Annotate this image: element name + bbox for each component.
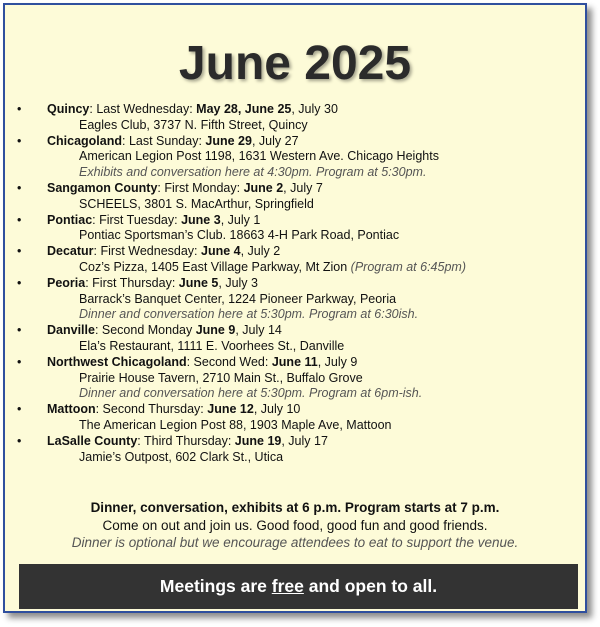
- meeting-venue: SCHEELS, 3801 S. MacArthur, Springfield: [79, 196, 314, 211]
- meeting-other-dates: , July 17: [281, 433, 328, 448]
- bullet-icon: •: [17, 354, 22, 369]
- meeting-venue-line: [17, 418, 577, 434]
- meeting-item: [17, 402, 577, 434]
- footer-info: [5, 499, 585, 552]
- meeting-list: [17, 102, 577, 465]
- meeting-name: Decatur: [47, 244, 94, 259]
- meeting-highlight-dates: June 9: [195, 323, 236, 338]
- bullet-icon: •: [17, 275, 22, 290]
- meeting-name: Northwest Chicagoland: [47, 354, 187, 369]
- meeting-venue-line: [17, 339, 577, 355]
- banner-text-before: Meetings are: [159, 576, 272, 596]
- footer-invite-line: Come on out and join us. Good food, good fun and good friends.: [102, 517, 488, 533]
- meeting-schedule-line: [17, 102, 577, 118]
- meeting-venue: Coz’s Pizza, 1405 East Village Parkway, Mt Zion: [79, 259, 351, 274]
- meeting-venue-line: [17, 228, 577, 244]
- meeting-name: Sangamon County: [47, 180, 158, 195]
- meeting-other-dates: , July 14: [235, 323, 282, 338]
- meeting-note: Exhibits and conversation here at 4:30pm. Program at 5:30pm.: [79, 165, 427, 180]
- bullet-icon: •: [17, 102, 22, 116]
- free-meetings-banner: [19, 564, 578, 609]
- meeting-highlight-dates: June 11: [271, 354, 318, 369]
- banner-emphasis: free: [271, 576, 304, 596]
- footer-dinner-note: Dinner is optional but we encourage attendees to eat to support the venue.: [71, 535, 519, 550]
- meeting-venue-line: [17, 197, 577, 213]
- meeting-venue-line: [17, 118, 577, 134]
- meeting-name: Pontiac: [47, 212, 93, 227]
- meeting-highlight-dates: June 4: [201, 244, 241, 259]
- meeting-item: [17, 323, 577, 355]
- meeting-item: [17, 244, 577, 276]
- meeting-venue: Pontiac Sportsman’s Club. 18663 4-H Park Road, Pontiac: [79, 228, 400, 243]
- meeting-highlight-dates: May 28, June 25: [196, 102, 292, 116]
- meeting-venue: American Legion Post 1198, 1631 Western Ave. Chicago Heights: [79, 149, 439, 164]
- bullet-icon: •: [17, 244, 22, 259]
- meeting-schedule: : First Monday:: [157, 180, 244, 195]
- meeting-schedule-line: [17, 244, 577, 260]
- meeting-other-dates: , July 1: [220, 212, 261, 227]
- meeting-venue: Barrack’s Banquet Center, 1224 Pioneer Parkway, Peoria: [79, 291, 397, 306]
- meeting-schedule: : Third Thursday:: [137, 433, 235, 448]
- meeting-name: Mattoon: [47, 402, 96, 417]
- meeting-other-dates: , July 27: [251, 133, 299, 148]
- meeting-item: [17, 355, 577, 402]
- meeting-item: [17, 276, 577, 323]
- meeting-other-dates: , July 30: [291, 102, 338, 116]
- meeting-schedule: : First Wednesday:: [93, 244, 201, 259]
- meeting-venue: The American Legion Post 88, 1903 Maple Ave, Mattoon: [79, 417, 392, 432]
- meeting-venue-line: [17, 149, 577, 165]
- meeting-venue: Prairie House Tavern, 2710 Main St., Buffalo Grove: [79, 370, 363, 385]
- meeting-schedule-line: [17, 134, 577, 150]
- bullet-icon: •: [17, 212, 22, 227]
- meeting-schedule-line: [17, 181, 577, 197]
- meeting-schedule: : Second Wed:: [186, 354, 272, 369]
- meeting-highlight-dates: June 12: [207, 402, 254, 417]
- meeting-schedule-line: [17, 276, 577, 292]
- meeting-name: Chicagoland: [47, 133, 123, 148]
- meeting-item: [17, 134, 577, 181]
- bullet-icon: •: [17, 180, 22, 195]
- meeting-schedule-line: [17, 402, 577, 418]
- bullet-icon: •: [17, 323, 22, 338]
- meeting-venue: Ela’s Restaurant, 1111 E. Voorhees St., Danville: [79, 338, 345, 353]
- meeting-venue: Jamie’s Outpost, 602 Clark St., Utica: [79, 449, 284, 464]
- bullet-icon: •: [17, 133, 22, 148]
- meeting-venue-line: [17, 260, 577, 276]
- meeting-venue-line: [17, 450, 577, 466]
- banner-text-after: and open to all.: [303, 576, 438, 596]
- meeting-schedule-line: [17, 213, 577, 229]
- meeting-highlight-dates: June 29: [205, 133, 252, 148]
- meeting-venue-note: (Program at 6:45pm): [350, 259, 466, 274]
- meeting-other-dates: , July 10: [253, 402, 301, 417]
- meeting-highlight-dates: June 5: [178, 275, 219, 290]
- meeting-schedule: : Second Thursday:: [95, 402, 208, 417]
- meeting-name: Danville: [47, 323, 95, 338]
- flyer-panel: [3, 3, 587, 613]
- meeting-note: Dinner and conversation here at 5:30pm. Program at 6:30ish.: [79, 307, 419, 322]
- meeting-name: Quincy: [47, 102, 90, 116]
- meeting-schedule: : First Tuesday:: [92, 212, 182, 227]
- bullet-icon: •: [17, 402, 22, 417]
- meeting-highlight-dates: June 3: [181, 212, 221, 227]
- meeting-highlight-dates: June 19: [234, 433, 282, 448]
- bullet-icon: •: [17, 433, 22, 448]
- footer-schedule-line: Dinner, conversation, exhibits at 6 p.m. Program starts at 7 p.m.: [90, 500, 500, 515]
- meeting-item: [17, 213, 577, 245]
- meeting-schedule: : Last Sunday:: [122, 133, 206, 148]
- meeting-other-dates: , July 3: [218, 275, 258, 290]
- meeting-schedule-line: [17, 434, 577, 450]
- meeting-schedule: : Last Wednesday:: [89, 102, 197, 116]
- meeting-schedule: : Second Monday: [94, 323, 196, 338]
- meeting-other-dates: , July 2: [240, 244, 281, 259]
- meeting-item: [17, 181, 577, 213]
- meeting-venue-line: [17, 371, 577, 387]
- meeting-highlight-dates: June 2: [243, 180, 284, 195]
- meeting-note: Dinner and conversation here at 5:30pm. Program at 6pm-ish.: [79, 386, 423, 401]
- meeting-venue: Eagles Club, 3737 N. Fifth Street, Quincy: [79, 117, 308, 132]
- meeting-venue-line: [17, 292, 577, 308]
- meeting-other-dates: , July 9: [317, 354, 358, 369]
- meeting-schedule-line: [17, 355, 577, 371]
- meeting-name: Peoria: [47, 275, 86, 290]
- page-title: June 2025: [178, 37, 412, 90]
- meeting-item: [17, 102, 577, 134]
- meeting-schedule-line: [17, 323, 577, 339]
- meeting-item: [17, 434, 577, 466]
- meeting-name: LaSalle County: [47, 433, 138, 448]
- meeting-other-dates: , July 7: [283, 180, 323, 195]
- meeting-schedule: : First Thursday:: [85, 275, 179, 290]
